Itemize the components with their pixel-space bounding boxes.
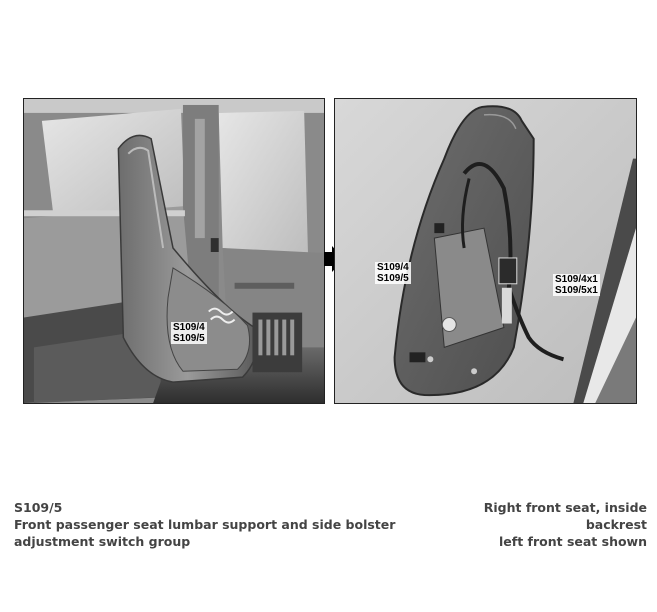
- right-callout-connector-label: [553, 274, 600, 296]
- location-line2: backrest: [585, 517, 647, 532]
- component-description-line2: adjustment switch group: [14, 534, 191, 549]
- caption-component: [14, 499, 395, 550]
- left-callout-s109-4: S109/4: [173, 322, 205, 333]
- seat-illustration: [24, 99, 324, 403]
- caption-location: [484, 499, 647, 550]
- right-callout-s109-4: S109/4: [377, 262, 409, 273]
- location-line1: Right front seat, inside: [483, 500, 647, 515]
- right-callout-switch-label: [375, 262, 411, 284]
- location-line3: left front seat shown: [499, 534, 647, 549]
- seat-photo-left: [23, 98, 325, 404]
- right-callout-s109-4x1: S109/4x1: [555, 274, 598, 285]
- right-callout-s109-5x1: S109/5x1: [555, 285, 598, 296]
- component-code: S109/5: [14, 500, 63, 515]
- right-callout-s109-5: S109/5: [377, 273, 409, 284]
- backrest-illustration: [335, 99, 636, 403]
- left-callout-s109-5: S109/5: [173, 333, 205, 344]
- left-callout-label: [171, 322, 207, 344]
- component-description-line1: Front passenger seat lumbar support and side bolster: [14, 517, 396, 532]
- backrest-photo-right: [334, 98, 637, 404]
